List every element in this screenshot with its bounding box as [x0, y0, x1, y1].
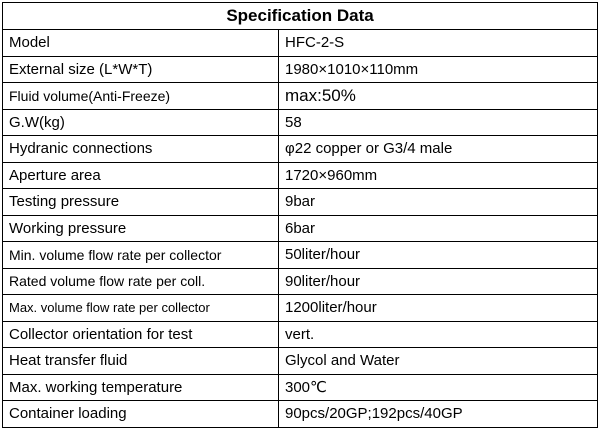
spec-value: φ22 copper or G3/4 male — [279, 136, 598, 163]
spec-value: 1200liter/hour — [279, 295, 598, 322]
spec-value: 300℃ — [279, 374, 598, 401]
table-row — [3, 136, 598, 163]
spec-value: 9bar — [279, 189, 598, 216]
spec-label: G.W(kg) — [3, 109, 279, 136]
spec-label: Working pressure — [3, 215, 279, 242]
table-row — [3, 295, 598, 322]
table-row — [3, 401, 598, 428]
table-row — [3, 189, 598, 216]
spec-value: HFC-2-S — [279, 30, 598, 57]
table-title-row — [3, 3, 598, 30]
spec-label: Model — [3, 30, 279, 57]
table-row — [3, 56, 598, 83]
specification-table — [2, 2, 598, 428]
spec-label: Collector orientation for test — [3, 321, 279, 348]
table-row — [3, 83, 598, 110]
spec-label: Heat transfer fluid — [3, 348, 279, 375]
table-row — [3, 348, 598, 375]
table-title: Specification Data — [3, 3, 598, 30]
spec-value: 6bar — [279, 215, 598, 242]
spec-value: Glycol and Water — [279, 348, 598, 375]
spec-value: max:50% — [279, 83, 598, 110]
spec-value: 1980×1010×110mm — [279, 56, 598, 83]
spec-label: Max. volume flow rate per collector — [3, 295, 279, 322]
table-row — [3, 30, 598, 57]
spec-value: 58 — [279, 109, 598, 136]
table-row — [3, 321, 598, 348]
spec-label: Rated volume flow rate per coll. — [3, 268, 279, 295]
spec-value: vert. — [279, 321, 598, 348]
spec-label: Testing pressure — [3, 189, 279, 216]
spec-label: Hydranic connections — [3, 136, 279, 163]
table-row — [3, 268, 598, 295]
spec-value: 90liter/hour — [279, 268, 598, 295]
table-row — [3, 109, 598, 136]
spec-label: Aperture area — [3, 162, 279, 189]
spec-value: 1720×960mm — [279, 162, 598, 189]
table-row — [3, 374, 598, 401]
table-row — [3, 162, 598, 189]
spec-label: Container loading — [3, 401, 279, 428]
table-row — [3, 215, 598, 242]
spec-label: Fluid volume(Anti-Freeze) — [3, 83, 279, 110]
spec-value: 50liter/hour — [279, 242, 598, 269]
spec-label: External size (L*W*T) — [3, 56, 279, 83]
spec-label: Max. working temperature — [3, 374, 279, 401]
spec-label: Min. volume flow rate per collector — [3, 242, 279, 269]
table-row — [3, 242, 598, 269]
spec-value: 90pcs/20GP;192pcs/40GP — [279, 401, 598, 428]
